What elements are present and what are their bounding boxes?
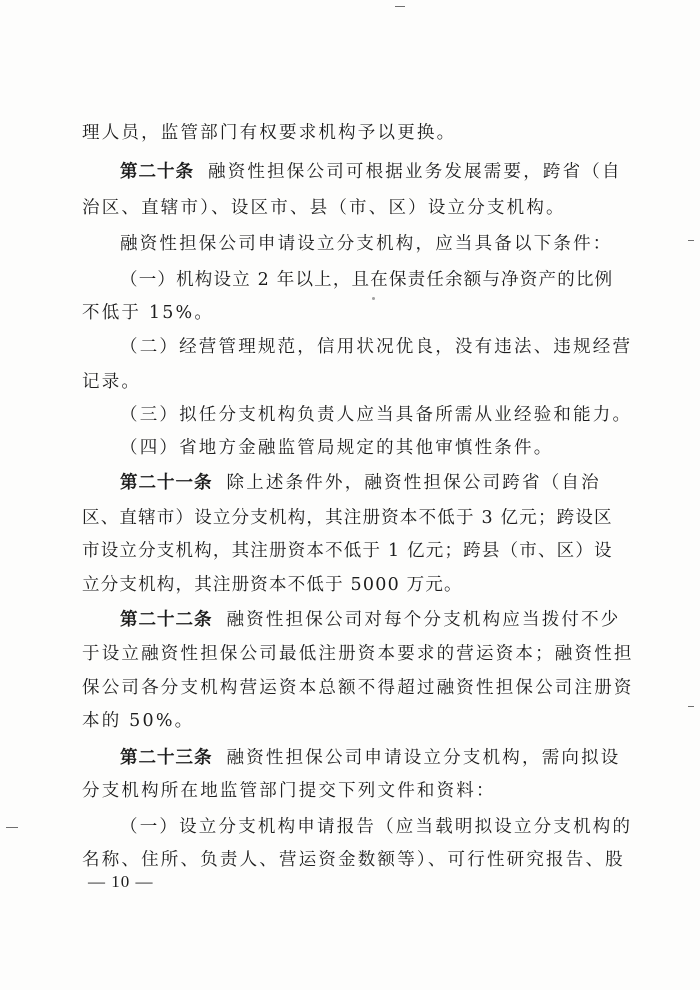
text-line: 立分支机构，其注册资本不低于 5000 万元。 — [82, 575, 463, 595]
article-line: 第二十二条 融资性担保公司对每个分支机构应当拨付不少 — [120, 610, 621, 630]
text-line: 分支机构所在地监管部门提交下列文件和资料： — [82, 781, 496, 801]
text-line: （一）机构设立 2 年以上，且在保责任余额与净资产的比例 — [120, 270, 614, 290]
article-heading: 第二十一条 — [120, 473, 213, 493]
text-line: 本的 50%。 — [82, 711, 195, 731]
article-heading: 第二十三条 — [120, 748, 213, 768]
text-line: 保公司各分支机构营运资本总额不得超过融资性担保公司注册资 — [82, 678, 634, 698]
text-line: 区、直辖市）设立分支机构，其注册资本不低于 3 亿元；跨设区 — [82, 508, 613, 528]
text-line: （四）省地方金融监管局规定的其他审慎性条件。 — [120, 438, 554, 458]
text-line: 治区、直辖市）、设区市、县（市、区）设立分支机构。 — [82, 198, 566, 218]
text-line: 记录。 — [82, 372, 142, 392]
text-line: （二）经营管理规范，信用状况优良，没有违法、违规经营 — [120, 337, 633, 357]
scan-mark — [395, 6, 405, 7]
text-line: （一）设立分支机构申请报告（应当载明拟设立分支机构的 — [120, 817, 633, 837]
text-line: 融资性担保公司申请设立分支机构，应当具备以下条件： — [120, 234, 613, 254]
page-number: — 10 — — [88, 872, 154, 891]
text-line: （三）拟任分支机构负责人应当具备所需从业经验和能力。 — [120, 405, 633, 425]
text-line: 不低于 15%。 — [82, 303, 215, 323]
text-line: 名称、住所、负责人、营运资金数额等）、可行性研究报告、股 — [82, 850, 625, 870]
article-line: 第二十一条 除上述条件外，融资性担保公司跨省（自治 — [120, 473, 601, 493]
scan-mark — [688, 240, 694, 241]
text-line: 市设立分支机构，其注册资本不低于 1 亿元；跨县（市、区）设 — [82, 541, 613, 561]
text-line: 于设立融资性担保公司最低注册资本要求的营运资本；融资性担 — [82, 644, 634, 664]
article-line: 第二十条 融资性担保公司可根据业务发展需要，跨省（自 — [120, 162, 622, 182]
article-heading: 第二十条 — [120, 162, 194, 182]
scan-mark — [688, 706, 694, 707]
article-heading: 第二十二条 — [120, 610, 213, 630]
text-line: 理人员，监管部门有权要求机构予以更换。 — [82, 123, 457, 143]
scan-mark — [372, 297, 375, 300]
article-line: 第二十三条 融资性担保公司申请设立分支机构，需向拟设 — [120, 748, 621, 768]
scan-mark — [6, 827, 18, 828]
